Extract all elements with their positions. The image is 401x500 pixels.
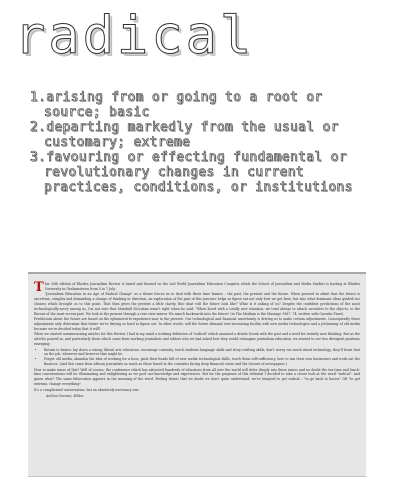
editorial-paragraph: How to make sense of this? Well of course, the conference which has attracted hundreds of educators from all over the world will delve deeply into these issues and no doubt the tea-time and lunch-time conversations will be illuminating and enlightening as we pool our knowledge and experiences. But for the purposes of this editorial I decided to take a closer look at the word "radical". And guess what? The same bifurcation appears in the meaning of the word. Feeling heroic that we doubt we don't quite understand, we've tempted to get radical – "to go back to basics" OR "to get extreme, change everything". — [34, 367, 360, 386]
editorial-paragraph: "Journalism Education in an Age of Radical Change" as a theme forces us to deal with three time frames – the past, the present and the future. When pressed to admit that the future is uncertain, complex and demanding a change of thinking or direction, an exploration of the past of this juncture helps us figure out not only how we got here, but also what dominant ideas guided our choices which brought us to this point. That then gives the present a little clarity. But what will the future look like? What is it asking of us? Despite the confident predictions of the most technologically-savvy among us, I'm not sure that Marshall McLuhan wasn't right when he said: "When faced with a totally new situation, we tend always to attach ourselves to the objects, to the flavour of the most recent past. We look at the present through a rear view mirror. We march backwards into the future" (in The Medium is the Massage 1967: 74, written with Quentin Fiore). — [34, 292, 360, 316]
editorial-paragraph: When we started commissioning articles for this Review I had in my mind a working definition of "radical" which assumed a drastic break with the past and a need for entirely new thinking. But as the articles poured in, and particularly those which came from working journalists and editors who we had asked how they would reimagine journalism education, we started to see two divergent positions emerging: — [34, 332, 360, 346]
editorial-paragraph: It's a complicated conversation, but an absolutely necessary one. — [34, 387, 140, 392]
editorial-paragraph — [34, 280, 360, 295]
definition-item: 3.favouring or effecting fundamental or revolutionary changes in current practices, conditions, or institutions — [30, 150, 353, 195]
editorial-bullet: • Forget old media, abandon the idea of working for a boss, pack their heads full of new media technological skills, teach them self-sufficiency, how to run their own businesses and work out the finances. (And this came from African journalists as much as those based in the countries facing deep financial crises and the closure of newspapers.) — [44, 357, 360, 367]
editorial-bullet-list — [34, 348, 360, 367]
definition-item: 1.arising from or going to a root or source; basic — [30, 90, 323, 120]
editorial-paragraph: Predictions about the future are based on the ephemeral-to-experience-now in the present. Our technological and financial uncertainty is driving us to make certain adjustments. Consequently these adjustments only determine that future we're driving so hard to figure out. In other words, will the future demand ever-increasing facility with new media technologies and a jettisoning of old media because we've decided today that it will? — [34, 317, 360, 331]
editorial-paragraph-text: his 30th edition of Rhodes Journalism Review is based and themed on the 2nd World Journalism Education Congress which the School of Journalism and Media Studies is hosting at Rhodes University in Grahamstown from 5 to 7 July. — [44, 282, 360, 291]
editorial-signature: Anthea Garman, Editor — [46, 394, 84, 399]
definition-list — [30, 90, 370, 195]
editorial-bullet: • Return to basics: lay down a strong liberal arts education, encourage curiosity, teach students language skills and story-crafting skills, don't worry too much about technology, they'll learn that on the job, wherever and however that might be. — [44, 348, 360, 358]
drop-cap: T — [34, 280, 44, 295]
page-title: radical — [14, 6, 255, 66]
editorial-box — [28, 272, 366, 477]
definition-item: 2.departing markedly from the usual or customary; extreme — [30, 120, 339, 150]
